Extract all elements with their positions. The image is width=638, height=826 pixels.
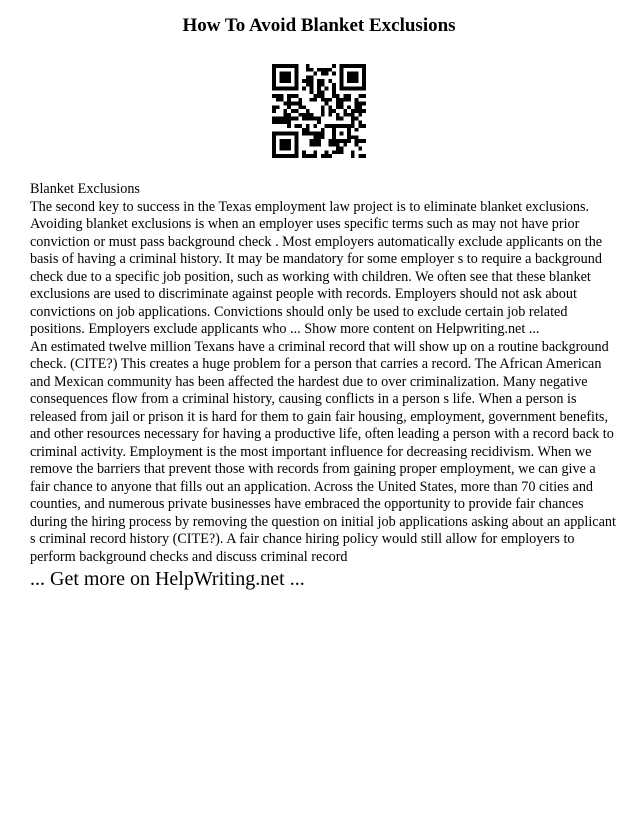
document-body — [30, 181, 616, 566]
get-more-link[interactable]: ... Get more on HelpWriting.net ... — [30, 568, 305, 590]
paragraph-2: An estimated twelve million Texans have a criminal record that will show up on a routine background check. (CITE?) This creates a huge problem for a person that carries a record. The African American and Mexican community has been affected the hardest due to over criminalization. Many negative consequences flow from a criminal history, causing conflicts in a person s life. When a person is released from jail or prison it is hard for them to gain fair housing, employment, government benefits, and other resources necessary for having a productive life, often leading a person with a record back to criminal activity. Employment is the most important influence for decreasing recidivism. When we remove the barriers that prevent those with records from gaining proper employment, we can give a fair chance to anyone that fills out an application. Across the United States, more than 70 cities and counties, and numerous private businesses have embraced the opportunity to provide fair chances during the hiring process by removing the question on initial job applications asking about an applicant s criminal record history (CITE?). A fair chance hiring policy would still allow for employers to perform background checks and discuss criminal record — [30, 338, 616, 565]
page-title: How To Avoid Blanket Exclusions — [182, 15, 456, 36]
paragraph-1: The second key to success in the Texas employment law project is to eliminate blanket exclusions. Avoiding blanket exclusions is when an employer uses specific terms such as may not have prior conviction or must pass background check . Most employers automatically exclude applicants on the basis of having a criminal history. It may be mandatory for some employer s to require a background check due to a specific job position, such as working with children. We often see that these blanket exclusions are used to discriminate against people with records. Employers should not ask about convictions on job applications. Convictions should only be used to exclude certain job related positions. Employers exclude applicants who ... Show more content on Helpwriting.net ... — [30, 198, 603, 337]
section-heading: Blanket Exclusions — [30, 181, 140, 197]
qr-code-icon — [272, 64, 366, 158]
